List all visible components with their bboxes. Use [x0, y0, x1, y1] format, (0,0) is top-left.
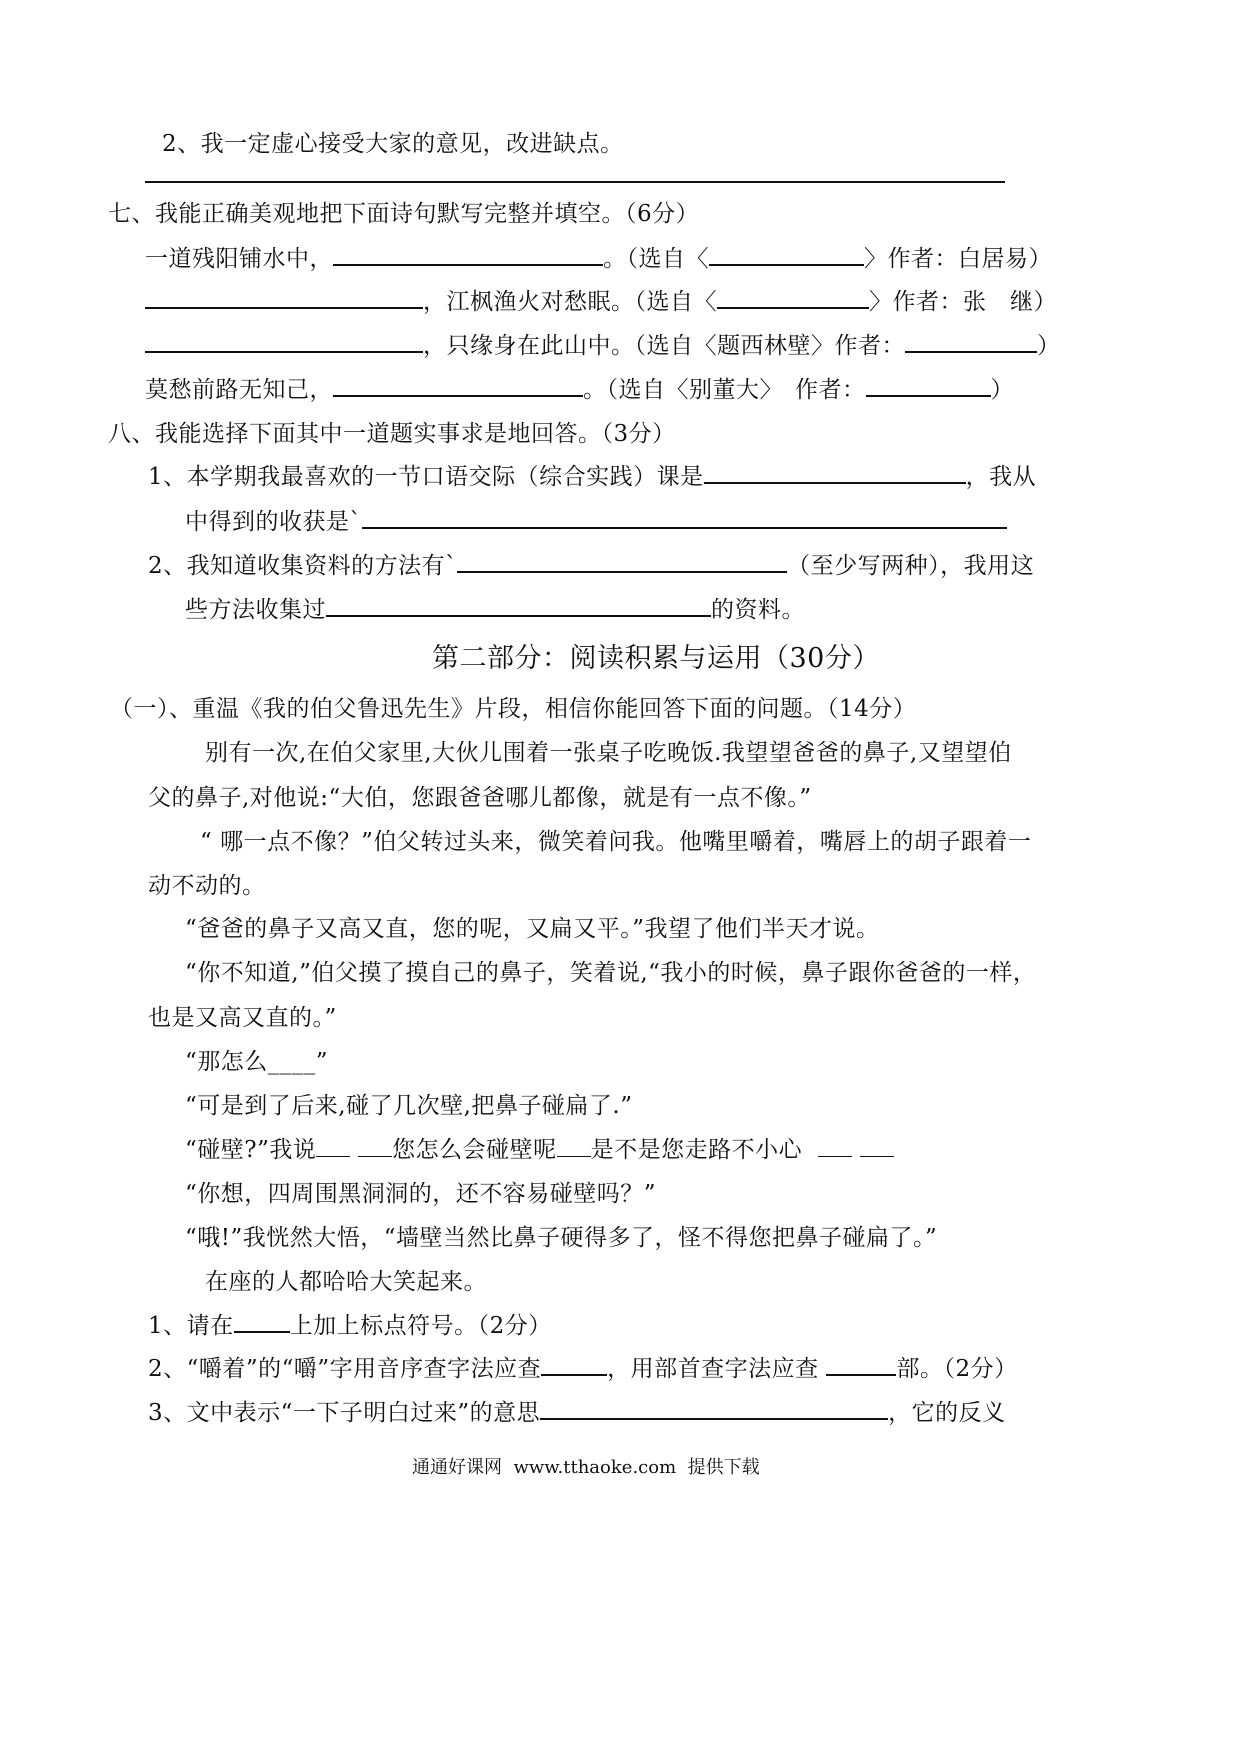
- text: 您怎么会碰壁呢: [392, 1137, 557, 1163]
- passage-line: 父的鼻子,对他说:“大伯，您跟爸爸哪儿都像，就是有一点不像。”: [148, 785, 812, 811]
- passage-line: “你不知道,”伯父摸了摸自己的鼻子，笑着说,“我小的时候，鼻子跟你爸爸的一样，: [185, 960, 1037, 986]
- sec8-q1: [148, 461, 1036, 493]
- text: 1、请在: [148, 1313, 234, 1339]
- fill-blank[interactable]: [826, 1354, 896, 1376]
- fill-blank[interactable]: [704, 462, 966, 484]
- passage-line: “ 哪一点不像？”伯父转过头来，微笑着问我。他嘴里嚼着，嘴唇上的胡子跟着一: [200, 829, 1032, 855]
- poem-line-4: [145, 374, 1014, 406]
- text: “碰壁?”我说: [185, 1137, 317, 1163]
- fill-blank[interactable]: [557, 1140, 591, 1157]
- fill-blank[interactable]: [316, 1140, 350, 1157]
- passage-line: “爸爸的鼻子又高又直，您的呢，又扁又平。”我望了他们半天才说。: [185, 916, 880, 942]
- sec8-q2: [148, 550, 1034, 582]
- fill-blank[interactable]: [540, 1398, 888, 1420]
- poem-line-3: [145, 330, 1061, 362]
- text: 上加上标点符号。（2分）: [289, 1313, 552, 1339]
- text: 的资料。: [711, 597, 805, 623]
- poem-line-1: [145, 243, 1052, 275]
- text: 2、我知道收集资料的方法有`: [148, 553, 458, 579]
- passage-line: 也是又高又直的。”: [148, 1005, 337, 1031]
- part2-title: 第二部分：阅读积累与运用（30分）: [432, 643, 880, 674]
- text: （至少写两种），我用这: [787, 553, 1035, 579]
- passage-line: “哦!”我恍然大悟，“墙壁当然比鼻子硬得多了，怪不得您把鼻子碰扁了。”: [185, 1225, 938, 1251]
- sec8-q2-cont: [185, 594, 805, 626]
- text: 2、“嚼着”的“嚼”字用音序查字法应查: [148, 1356, 542, 1382]
- text: 些方法收集过: [185, 597, 326, 623]
- passage-line-punctuation: [185, 1134, 894, 1166]
- text: 。（选自〈别董大〉 作者：: [583, 377, 866, 403]
- text: 是不是您走路不小心: [590, 1137, 803, 1163]
- part2-q3: [148, 1397, 1006, 1429]
- fill-blank[interactable]: [457, 551, 787, 573]
- text: ，江枫渔火对愁眠。（选自〈: [423, 289, 717, 315]
- text: ）: [990, 377, 1014, 403]
- fill-blank[interactable]: [860, 1140, 894, 1157]
- fill-blank[interactable]: [333, 375, 583, 397]
- answer-line[interactable]: [145, 181, 1005, 183]
- text: 。（选自〈: [603, 246, 709, 272]
- text: 〉作者：张 继）: [869, 289, 1057, 315]
- fill-blank[interactable]: [905, 331, 1037, 353]
- part2-subheading: （一）、重温《我的伯父鲁迅先生》片段，相信你能回答下面的问题。（14分）: [110, 696, 917, 722]
- fill-blank[interactable]: [145, 331, 423, 353]
- fill-blank[interactable]: [717, 287, 869, 309]
- text: ）: [1037, 333, 1061, 359]
- sec7-heading: 七、我能正确美观地把下面诗句默写完整并填空。（6分）: [108, 201, 700, 227]
- sec8-q1-cont: [185, 506, 1007, 538]
- text: ，用部首查字法应查: [607, 1356, 819, 1382]
- text: 中得到的收获是`: [185, 509, 362, 535]
- fill-blank[interactable]: [326, 595, 711, 617]
- fill-blank[interactable]: [145, 287, 423, 309]
- fill-blank[interactable]: [358, 1140, 392, 1157]
- fill-blank[interactable]: [709, 244, 864, 266]
- passage-line: “那怎么____”: [185, 1049, 329, 1075]
- fill-blank[interactable]: [541, 1354, 607, 1376]
- text: 3、文中表示“一下子明白过来”的意思: [148, 1400, 541, 1426]
- part2-q1: [148, 1310, 552, 1342]
- sec8-heading: 八、我能选择下面其中一道题实事求是地回答。（3分）: [108, 421, 676, 447]
- passage-line: 动不动的。: [148, 873, 266, 899]
- fill-blank[interactable]: [866, 375, 991, 397]
- text: 一道残阳铺水中，: [145, 246, 333, 272]
- fill-blank[interactable]: [333, 244, 603, 266]
- text: ，我从: [965, 464, 1037, 490]
- passage-line: “可是到了后来,碰了几次壁,把鼻子碰扁了.”: [185, 1093, 633, 1119]
- passage-line: “你想，四周围黑洞洞的，还不容易碰壁吗？”: [185, 1181, 657, 1207]
- text: 部。（2分）: [896, 1356, 1018, 1382]
- text: 1、本学期我最喜欢的一节口语交际（综合实践）课是: [148, 464, 704, 490]
- text: ，只缘身在此山中。（选自〈题西林壁〉作者：: [423, 333, 905, 359]
- text: 〉作者：白居易）: [864, 246, 1052, 272]
- text: ，它的反义: [888, 1400, 1006, 1426]
- fill-blank[interactable]: [818, 1140, 852, 1157]
- sec6-q2: 2、我一定虚心接受大家的意见，改进缺点。: [162, 131, 624, 157]
- part2-q2: [148, 1353, 1018, 1385]
- fill-blank[interactable]: [362, 507, 1007, 529]
- fill-blank[interactable]: [234, 1311, 290, 1333]
- poem-line-2: [145, 286, 1057, 318]
- page-footer: 通通好课网 www.tthaoke.com 提供下载: [412, 1457, 760, 1478]
- passage-line: 在座的人都哈哈大笑起来。: [205, 1269, 487, 1295]
- passage-line: 别有一次,在伯父家里,大伙儿围着一张桌子吃晚饭.我望望爸爸的鼻子,又望望伯: [205, 740, 1012, 766]
- text: 莫愁前路无知己，: [145, 377, 333, 403]
